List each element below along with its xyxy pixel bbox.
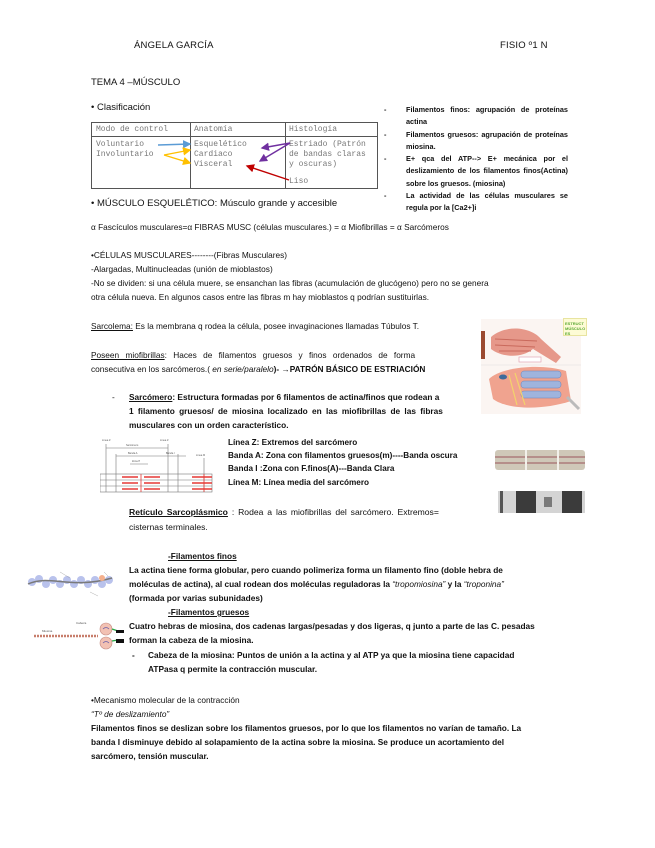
term-sarcomero: Sarcómero — [129, 392, 173, 402]
muscle-figure-label-box — [563, 318, 587, 336]
side-note-item: - Filamentos gruesos: agrupación de proteínas miosina. — [384, 129, 568, 151]
celulas-line-3: otra célula nueva. En algunos casos entre las fibras m hay mioblastos q podrían sustituirlas. — [91, 292, 430, 302]
side-note-item: - Filamentos finos: agrupación de proteínas actina — [384, 105, 568, 127]
section-heading-esqueletico: • MÚSCULO ESQUELÉTICO: Músculo grande y accesible — [91, 198, 338, 209]
linea-z-definition: Línea Z: Extremos del sarcómero — [228, 438, 358, 447]
histologia-liso: Liso — [289, 177, 309, 186]
side-notes-list — [384, 104, 568, 215]
term-reticulo: Retículo Sarcoplásmico — [129, 507, 228, 517]
mecanismo-theory: “Tº de deslizamiento” — [91, 709, 170, 719]
celulas-heading: •CÉLULAS MUSCULARES--------(Fibras Musculares) — [91, 250, 288, 260]
svg-text:Línea M: Línea M — [196, 454, 206, 457]
svg-text:Banda A: Banda A — [128, 452, 138, 455]
svg-text:Zona H: Zona H — [132, 460, 141, 463]
finos-line-1: La actina tiene forma globular, pero cuando polimeriza forma un filamento fino (doble hebra de — [129, 565, 503, 575]
sarcomere-diagram — [100, 436, 215, 494]
sarcomero-dash: - — [112, 392, 115, 402]
filamentos-finos-heading: -Filamentos finos — [168, 551, 237, 561]
histologia-estriado-3: y oscuras) — [289, 160, 338, 169]
svg-text:Banda I: Banda I — [166, 452, 175, 455]
myofibril-image-icon — [495, 449, 585, 471]
mecanismo-line-3: sarcómero, tensión muscular. — [91, 751, 209, 761]
course-label: FISIO º1 N — [500, 40, 548, 51]
term-miofibrillas: Poseen miofibrillas — [91, 350, 165, 360]
svg-text:Línea Z: Línea Z — [160, 439, 169, 442]
hierarchy-line: α Fascículos musculares=α FIBRAS MUSC (células musculares.) = α Miofibrillas = α Sarcómeros — [91, 222, 449, 232]
svg-text:Línea Z: Línea Z — [102, 439, 111, 442]
section-heading-clasificacion — [91, 102, 150, 113]
sarcomero-line-2: 1 filamento gruesos/ de miosina localizado en las miofibrillas de las fibras — [129, 406, 443, 416]
micrograph-icon — [498, 491, 585, 513]
myosin-figure — [30, 615, 125, 653]
sarcomero-line-1: Sarcómero: Estructura formadas por 6 filamentos de actina/finos que rodean a — [129, 392, 440, 402]
gruesos-line-2: forman la cabeza de la miosina. — [129, 635, 254, 645]
finos-line-2: moléculas de actina), al cual rodean dos moléculas reguladoras la “tropomiosina” y la “troponina” — [129, 579, 504, 589]
control-voluntario: Voluntario — [96, 140, 145, 149]
actin-filament-icon — [20, 562, 125, 602]
mecanismo-line-2: banda I disminuye debido al solapamiento de la actina sobre la miosina. Se produce un acortamiento del — [91, 737, 505, 747]
miofibrillas-line-2: consecutiva en los sarcómeros.( en serie/paralelo)- →PATRÓN BÁSICO DE ESTRIACIÓN — [91, 364, 426, 374]
actin-filament-figure — [20, 562, 125, 602]
svg-text:Sarcómero: Sarcómero — [126, 444, 139, 447]
miofibrillas-line-1: Poseen miofibrillas: Haces de filamentos gruesos y finos ordenados de forma — [91, 350, 416, 360]
svg-text:Cabeza: Cabeza — [76, 621, 87, 625]
mecanismo-line-1: Filamentos finos se deslizan sobre los filamentos gruesos, por lo que los filamentos no varían de tamaño. La — [91, 723, 522, 733]
heading-text: Clasificación — [96, 102, 151, 113]
filamentos-gruesos-heading: -Filamentos gruesos — [168, 607, 250, 617]
header-histologia: Histología — [289, 125, 338, 134]
header-anatomia: Anatomía — [194, 125, 233, 134]
author-name: ÁNGELA GARCÍA — [134, 40, 214, 51]
header-modo-control: Modo de control — [96, 125, 169, 134]
celulas-line-2: -No se dividen: si una célula muere, se ensanchan las fibras (acumulación de glucógeno) pero no se genera — [91, 278, 489, 288]
anatomia-esqueletico: Esquelético — [194, 140, 247, 149]
electron-micrograph-image — [498, 491, 585, 513]
myosin-icon — [30, 615, 125, 653]
gruesos-sub-line-2: ATPasa q permite la contracción muscular. — [148, 664, 318, 674]
classification-arrows-icon — [92, 123, 377, 188]
myofibril-striation-image — [495, 449, 585, 471]
gruesos-line-1: Cuatro hebras de miosina, dos cadenas largas/pesadas y dos ligeras, q junto a parte de las C. pesadas — [129, 621, 535, 631]
muscle-figure-label: ESTRUCT MÚSCULO ES — [565, 321, 586, 336]
histologia-estriado-2: de bandas claras — [289, 150, 366, 159]
page-title: TEMA 4 –MÚSCULO — [91, 77, 181, 88]
side-note-item: - La actividad de las células musculares se regula por la [Ca2+]i — [384, 191, 568, 213]
reticulo-line-2: cisternas terminales. — [129, 522, 208, 532]
linea-m-definition: Línea M: Línea media del sarcómero — [228, 478, 370, 487]
anatomia-visceral: Visceral — [194, 160, 233, 169]
sarcomero-line-3: musculares con un orden característico. — [129, 420, 289, 430]
sarcolema-paragraph: Sarcolema: Es la membrana q rodea la célula, posee invaginaciones llamadas Túbulos T. — [91, 321, 420, 331]
classification-table — [91, 122, 378, 189]
gruesos-sub-line-1: Cabeza de la miosina: Puntos de unión a la actina y al ATP ya que la miosina tiene capacidad — [148, 650, 515, 660]
control-involuntario: Involuntario — [96, 150, 154, 159]
reticulo-line-1: Retículo Sarcoplásmico : Rodea a las miofibrillas del sarcómero. Extremos= — [129, 507, 439, 517]
finos-line-3: (formada por varias subunidades) — [129, 593, 263, 603]
celulas-line-1: -Alargadas, Multinucleadas (unión de mioblastos) — [91, 264, 273, 274]
mecanismo-heading: •Mecanismo molecular de la contracción — [91, 695, 240, 705]
sarcomere-diagram-icon — [100, 436, 215, 494]
banda-i-definition: Banda I :Zona con F.finos(A)---Banda Clara — [228, 464, 395, 473]
svg-text:Miosina: Miosina — [42, 629, 53, 633]
histologia-estriado: Estriado (Patrón — [289, 140, 366, 149]
anatomia-cardiaco: Cardiaco — [194, 150, 233, 159]
term-sarcolema: Sarcolema: — [91, 321, 133, 331]
gruesos-sub-dash: - — [132, 650, 135, 660]
bullet: • — [91, 102, 95, 113]
side-note-item: - E+ qca del ATP--> E+ mecánica por el deslizamiento de los filamentos finos(Actina) sobre los gruesos. (miosina) — [384, 154, 568, 188]
banda-a-definition: Banda A: Zona con filamentos gruesos(m)----Banda oscura — [228, 451, 458, 460]
